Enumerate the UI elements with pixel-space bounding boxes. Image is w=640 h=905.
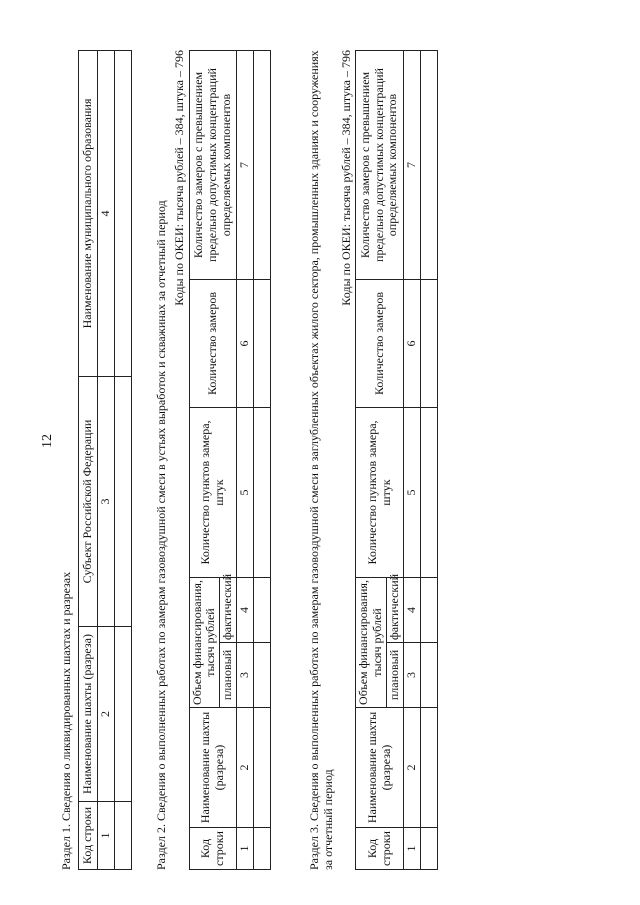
- table-cell[interactable]: [420, 708, 437, 828]
- col-number: 3: [403, 643, 420, 708]
- col-exceed-header: Количество замеров с превышением предельно допустимых концентраций определяемых компонентов: [356, 51, 403, 280]
- col-number: 2: [97, 627, 114, 802]
- col-number: 4: [236, 577, 253, 642]
- table-cell[interactable]: [420, 577, 437, 642]
- table-cell[interactable]: [420, 279, 437, 407]
- table-cell[interactable]: [114, 377, 131, 627]
- table-cell[interactable]: [114, 627, 131, 802]
- col-number: 5: [236, 407, 253, 577]
- table-cell[interactable]: [253, 828, 270, 870]
- col-actual-header: фактический: [386, 577, 403, 642]
- col-code-header: Код строки: [356, 828, 403, 870]
- table-cell[interactable]: [420, 407, 437, 577]
- col-number: 1: [236, 828, 253, 870]
- col-mine-name-header: Наименование шахты (разреза): [78, 627, 97, 802]
- page-number: 12: [40, 434, 55, 448]
- table-cell[interactable]: [253, 279, 270, 407]
- col-planned-header: плановый: [386, 643, 403, 708]
- col-number: 1: [97, 802, 114, 870]
- table-cell[interactable]: [253, 708, 270, 828]
- section-3-caption: Раздел 3. Сведения о выполненных работах по замерам газовоздушной смеси в заглубленных объектах жилого сектора, промышленных зданиях и сооружениях за отчетный период: [307, 50, 335, 870]
- col-points-header: Количество пунктов замера, штук: [189, 407, 236, 577]
- section-2-okei: Коды по ОКЕИ: тысяча рублей – 384, штука – 796: [171, 50, 186, 306]
- col-finance-header: Объем финансирования, тысяч рублей: [356, 577, 387, 707]
- col-number: 2: [403, 708, 420, 828]
- table-cell[interactable]: [114, 51, 131, 377]
- col-number: 2: [236, 708, 253, 828]
- table-cell[interactable]: [253, 577, 270, 642]
- col-number: 6: [403, 279, 420, 407]
- table-cell[interactable]: [420, 51, 437, 280]
- col-code-header: Код строки: [78, 802, 97, 870]
- col-measurements-header: Количество замеров: [356, 279, 403, 407]
- col-number: 4: [97, 51, 114, 377]
- table-cell[interactable]: [420, 828, 437, 870]
- table-cell[interactable]: [253, 51, 270, 280]
- col-code-header: Код строки: [189, 828, 236, 870]
- table-cell[interactable]: [253, 643, 270, 708]
- col-number: 7: [403, 51, 420, 280]
- col-measurements-header: Количество замеров: [189, 279, 236, 407]
- section-1-caption: Раздел 1. Сведения о ликвидированных шахтах и разрезах: [59, 571, 73, 870]
- col-number: 4: [403, 577, 420, 642]
- section-1: [60, 50, 132, 870]
- col-number: 1: [403, 828, 420, 870]
- col-points-header: Количество пунктов замера, штук: [356, 407, 403, 577]
- col-municipality-header: Наименование муниципального образования: [78, 51, 97, 377]
- col-subject-header: Субъект Российской Федерации: [78, 377, 97, 627]
- table-cell[interactable]: [253, 407, 270, 577]
- form-content: [60, 50, 470, 870]
- col-exceed-header: Количество замеров с превышением предельно допустимых концентраций определяемых компонентов: [189, 51, 236, 280]
- col-mine-name-header: Наименование шахты (разреза): [356, 708, 403, 828]
- col-planned-header: плановый: [220, 643, 237, 708]
- section-2-table: [189, 50, 271, 870]
- section-3: [308, 50, 438, 870]
- col-number: 6: [236, 279, 253, 407]
- table-cell[interactable]: [420, 643, 437, 708]
- section-3-table: [355, 50, 437, 870]
- section-3-okei: Коды по ОКЕИ: тысяча рублей – 384, штука – 796: [338, 50, 353, 306]
- col-actual-header: фактический: [220, 577, 237, 642]
- table-cell[interactable]: [114, 802, 131, 870]
- col-number: 7: [236, 51, 253, 280]
- section-2: [155, 50, 271, 870]
- col-number: 3: [236, 643, 253, 708]
- col-finance-header: Объем финансирования, тысяч рублей: [189, 577, 220, 707]
- section-2-caption: Раздел 2. Сведения о выполненных работах по замерам газовоздушной смеси в устьях выработок и скважинах за отчетный период: [154, 200, 168, 870]
- section-1-table: [78, 50, 132, 870]
- col-number: 5: [403, 407, 420, 577]
- col-number: 3: [97, 377, 114, 627]
- col-mine-name-header: Наименование шахты (разреза): [189, 708, 236, 828]
